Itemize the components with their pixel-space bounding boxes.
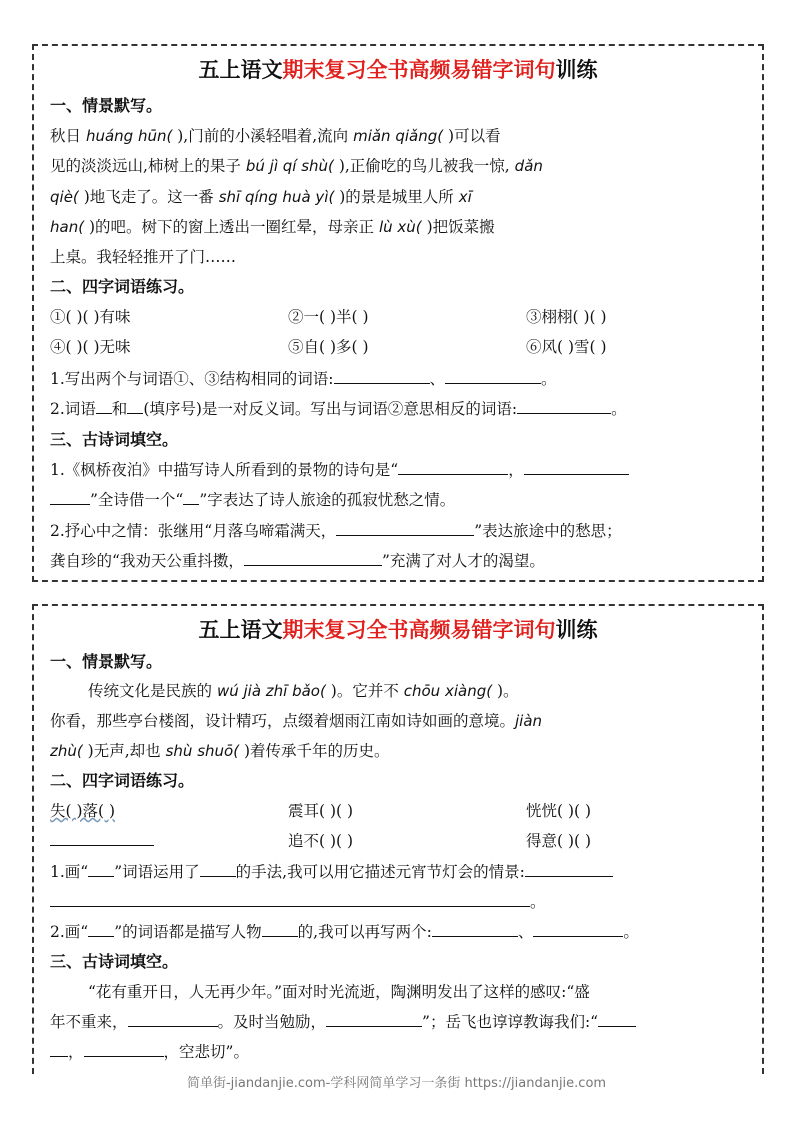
question: ， ，空悲切”。	[50, 1042, 748, 1062]
question: 龚自珍的“我劝天公重抖擞， ”充满了对人才的渴望。	[50, 552, 545, 570]
idiom-item: ⑥风( )雪( )	[526, 338, 607, 356]
idiom-item: ②一( )半( )	[288, 308, 369, 326]
text-line: qiè( )地飞走了。这一番 shī qíng huà yì( )的景是城里人所 xī	[50, 188, 472, 206]
section-heading: 一、情景默写。	[50, 652, 163, 671]
question: 1.写出两个与词语①、③结构相同的词语: 、 。	[50, 370, 557, 388]
idiom-item: 得意( )( )	[526, 832, 592, 850]
idiom-item: ①( )( )有味	[50, 308, 131, 326]
text-line: 传统文化是民族的 wú jià zhī bǎo( )。它并不 chōu xiàng( )。	[88, 682, 519, 700]
idiom-item: ④( )( )无味	[50, 338, 131, 356]
text-line: 你看，那些亭台楼阁，设计精巧，点缀着烟雨江南如诗如画的意境。jiàn	[50, 712, 543, 730]
question: 2.画“ ”的词语都是描写人物 的,我可以再写两个: 、 。	[50, 923, 639, 941]
text-line: “花有重开日，人无再少年。”面对时光流逝，陶渊明发出了这样的感叹:“盛	[88, 983, 590, 1001]
worksheet-2	[32, 604, 764, 1074]
footer-watermark: 简单街-jiandanjie.com-学科网简单学习一条街 https://jiandanjie.com	[186, 1076, 607, 1091]
section-heading: 三、古诗词填空。	[50, 430, 179, 449]
section-heading: 三、古诗词填空。	[50, 952, 179, 971]
question: 2.抒心中之情：张继用“月落乌啼霜满天， ”表达旅途中的愁思；	[50, 522, 622, 540]
text-line: 上桌。我轻轻推开了门……	[50, 248, 237, 266]
section-heading: 一、情景默写。	[50, 96, 163, 115]
question: 2.词语 和 (填序号)是一对反义词。写出与词语②意思相反的词语: 。	[50, 400, 627, 418]
idiom-item: ⑤自( )多( )	[288, 338, 369, 356]
question: ”全诗借一个“ ”字表达了诗人旅途的孤寂忧愁之情。	[50, 490, 748, 510]
section-heading: 二、四字词语练习。	[50, 771, 195, 790]
idiom-item: 失( )落( )	[50, 802, 116, 820]
text-line: 秋日 huáng hūn( ),门前的小溪轻唱着,流向 miǎn qiǎng( )可以看	[50, 127, 501, 145]
worksheet-title: 五上语文期末复习全书高频易错字词句训练	[198, 618, 598, 642]
section-heading: 二、四字词语练习。	[50, 277, 195, 296]
text-line: 见的淡淡远山,柿树上的果子 bú jì qí shù( ),正偷吃的鸟儿被我一惊, dǎn	[50, 157, 543, 175]
worksheet-title: 五上语文期末复习全书高频易错字词句训练	[198, 58, 598, 82]
text-line: han( )的吧。树下的窗上透出一圈红晕，母亲正 lù xù( )把饭菜搬	[50, 218, 495, 236]
idiom-item: 恍恍( )( )	[526, 802, 592, 820]
question: 1.《枫桥夜泊》中描写诗人所看到的景物的诗句是“ ，	[50, 460, 748, 480]
idiom-blank	[50, 831, 154, 851]
idiom-item: 追不( )( )	[288, 832, 354, 850]
question: 。	[50, 892, 748, 912]
worksheet-1	[32, 44, 764, 582]
idiom-item: ③栩栩( )( )	[526, 308, 607, 326]
idiom-item: 震耳( )( )	[288, 802, 354, 820]
text-line: zhù( )无声,却也 shù shuō( )着传承千年的历史。	[50, 742, 390, 760]
question: 1.画“ ”词语运用了 的手法,我可以用它描述元宵节灯会的情景:	[50, 862, 748, 882]
question: 年不重来， 。及时当勉励， ”；岳飞也谆谆教诲我们:“	[50, 1012, 748, 1032]
